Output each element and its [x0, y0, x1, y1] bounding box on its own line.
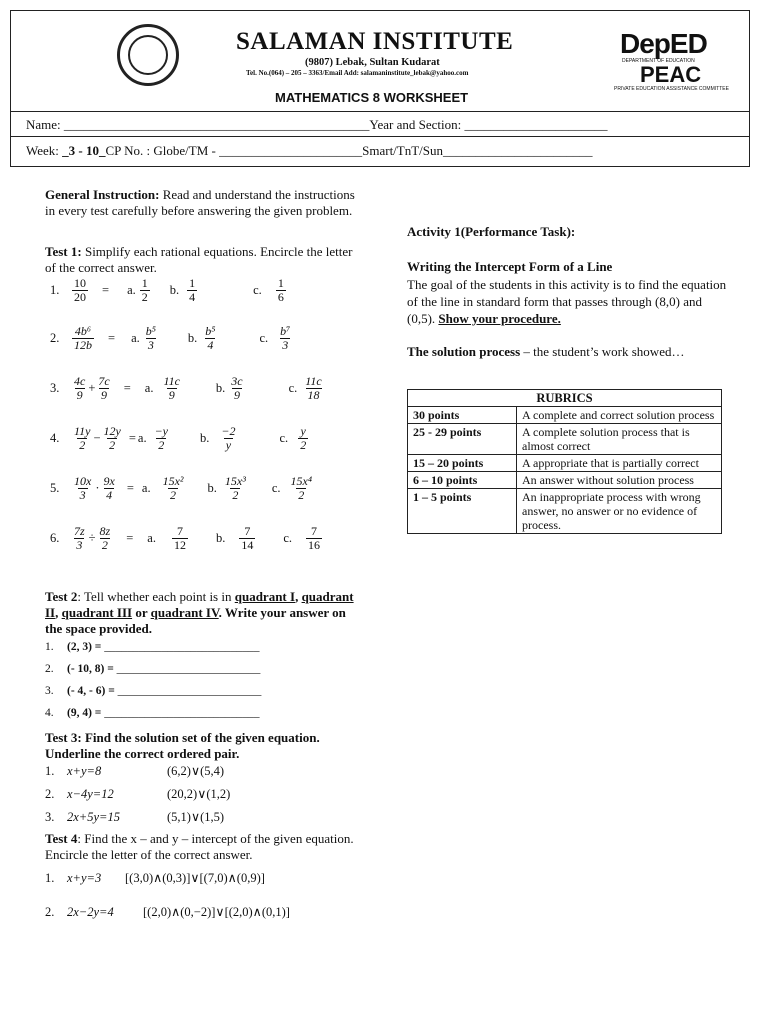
choice-a[interactable]: a. [131, 331, 140, 345]
table-row: 15 – 20 points A appropriate that is partially correct [408, 455, 722, 472]
list-item: 3. 2x+5y=15 (5,1)∨(1,5) [45, 810, 225, 824]
school-seal-icon [117, 24, 179, 86]
divider [10, 111, 750, 112]
choice-c[interactable]: c. [271, 481, 281, 495]
deped-sub: DEPARTMENT OF EDUCATION [622, 58, 695, 64]
test1-q1: 1. $\frac{10}{20}$ = a. $\frac{1}{2}$ b. $\frac{1}{4}$ c. $\frac{1}{6}$ [50, 276, 284, 304]
choice-b[interactable]: b. [207, 481, 217, 495]
choice-b[interactable]: b. [187, 331, 198, 345]
choice-a[interactable]: a. [144, 381, 154, 395]
choice-pair[interactable]: [(2,0)∧(0,−2)]∨[(2,0)∧(0,1)] [143, 905, 290, 919]
cp-globe-field[interactable]: ______________________ [219, 143, 363, 158]
activity-title: Activity 1(Performance Task): [407, 224, 576, 239]
school-contact: Tel. No.(064) – 205 – 3363/Email Add: salamaninstitute_lebak@yahoo.com [246, 69, 469, 77]
test2-instruction: Test 2: Tell whether each point is in quadrant I, quadrant II, quadrant III or quadrant IV. Write your answer on the space provided. [45, 589, 354, 636]
choice-pair[interactable]: (20,2)∨(1,2) [167, 787, 231, 801]
answer-field[interactable]: _________________________ [116, 663, 261, 675]
choice-a[interactable]: a. [137, 431, 147, 445]
list-item: 3. (- 4, - 6) = _________________________ [45, 685, 262, 697]
choice-pair[interactable]: (5,1)∨(1,5) [167, 810, 225, 824]
choice-a[interactable]: a. [141, 481, 151, 495]
choice-b[interactable]: b. [215, 531, 226, 545]
test4-item-2: 2. 2x−2y=4 [(2,0)∧(0,−2)]∨[(2,0)∧(0,1)] [45, 905, 290, 919]
choice-c[interactable]: c. [283, 531, 293, 545]
name-field[interactable]: _______________________________________________ [63, 117, 370, 132]
choice-a[interactable]: a. [147, 531, 156, 545]
choice-b[interactable]: b. [215, 381, 226, 395]
worksheet-title: MATHEMATICS 8 WORKSHEET [275, 90, 469, 105]
peac-logo-icon: PEAC [640, 62, 702, 87]
table-row: 6 – 10 points An answer without solution process [408, 472, 722, 489]
table-row: 1 – 5 points An inappropriate process with wrong answer, no answer or no evidence of process. [408, 489, 722, 534]
test1-q5: 5. $\frac{10x}{3}$ · $\frac{9x}{4}$ = a. $\frac{\text{15x²}}{2}$ b. $\frac{\text{15x³}}{2}$ c. $\frac{\text{15x⁴}}{2}$ [50, 474, 313, 502]
cp-label: CP No. : Globe/TM - [105, 143, 216, 158]
table-row: 30 points A complete and correct solution process [408, 407, 722, 424]
choice-pair[interactable]: (6,2)∨(5,4) [167, 764, 225, 778]
week-row [26, 143, 593, 159]
choice-pair[interactable]: [(3,0)∧(0,3)]∨[(7,0)∧(0,9)] [125, 871, 265, 885]
year-section-field[interactable]: ______________________ [464, 117, 608, 132]
list-item: 2. x−4y=12 (20,2)∨(1,2) [45, 787, 231, 801]
activity-subtitle: Writing the Intercept Form of a Line [407, 259, 613, 274]
choice-c[interactable]: c. [253, 283, 262, 297]
test4-instruction: Test 4: Find the x – and y – intercept of the given equation. Encircle the letter of the correct answer. [45, 831, 354, 862]
school-address: (9807) Lebak, Sultan Kudarat [305, 57, 440, 68]
deped-logo-icon: DepED [620, 28, 707, 59]
activity-text: The goal of the students in this activity is to find the equation of the line in standard form that passes through (8,0) and (0,5). Show your procedure. [407, 277, 727, 326]
choice-b[interactable]: b. [169, 283, 180, 297]
test3-instruction: Test 3: Find the solution set of the given equation. Underline the correct ordered pair. [45, 730, 320, 761]
peac-sub: PRIVATE EDUCATION ASSISTANCE COMMITTEE [614, 86, 729, 92]
list-item: 1. x+y=8 (6,2)∨(5,4) [45, 764, 225, 778]
table-row: 25 - 29 points A complete solution process that is almost correct [408, 424, 722, 455]
rubrics-title: RUBRICS [408, 390, 722, 407]
smart-label: Smart/TnT/Sun [362, 143, 444, 158]
test1-q2: 2. $\frac{\text{4b⁶}}{12b}$ = a. $\frac{\text{b⁵}}{3}$ b. $\frac{\text{b⁵}}{4}$ c. $\frac{\text{b⁷}}{3}$ [50, 324, 291, 352]
choice-c[interactable]: c. [259, 331, 269, 345]
week-value[interactable]: _3 - 10_ [62, 143, 106, 158]
week-label: Week: [26, 143, 59, 158]
answer-field[interactable]: ___________________________ [104, 707, 260, 719]
name-label: Name: [26, 117, 61, 132]
list-item: 4. (9, 4) = ___________________________ [45, 707, 260, 719]
school-name: SALAMAN INSTITUTE [236, 28, 514, 55]
test1-q6: 6. $\frac{7z}{3}$ ÷ $\frac{8z}{2}$ = a. $\frac{7}{12}$ b. $\frac{7}{14}$ c. $\frac{7}{16}$ [50, 524, 321, 552]
choice-b[interactable]: b. [200, 431, 210, 445]
test1-q4: 4. $\frac{11y}{2}$ − $\frac{12y}{2}$ = a. $\frac{-y}{2}$ b. $\frac{-2}{y}$ c. $\frac{y}{2}$ [50, 424, 307, 452]
answer-field[interactable]: ___________________________ [104, 641, 260, 653]
list-item: 1. (2, 3) = ___________________________ [45, 641, 260, 653]
test4-item-1: 1. x+y=3 [(3,0)∧(0,3)]∨[(7,0)∧(0,9)] [45, 871, 265, 885]
rubrics-table [407, 389, 722, 534]
general-instruction: General Instruction: Read and understand the instructions in every test carefully before answering the given problem. [45, 187, 355, 218]
choice-a[interactable]: a. [127, 283, 136, 297]
list-item: 2. (- 10, 8) = _________________________ [45, 663, 261, 675]
choice-c[interactable]: c. [279, 431, 289, 445]
name-row [26, 117, 608, 133]
test2-items [45, 636, 261, 724]
year-section-label: Year and Section: [369, 117, 462, 132]
answer-field[interactable]: _________________________ [117, 685, 262, 697]
solution-process: The solution process – the student’s work showed… [407, 344, 685, 359]
test1-q3: 3. $\frac{4c}{9}$ + $\frac{7c}{9}$ = a. $\frac{11c}{9}$ b. $\frac{3c}{9}$ c. $\frac{11c}{18}$ [50, 374, 322, 402]
test1-instruction: Test 1: Simplify each rational equations. Encircle the letter of the correct answer. [45, 244, 353, 275]
test3-items [45, 760, 230, 829]
divider [10, 136, 750, 137]
cp-smart-field[interactable]: _______________________ [443, 143, 593, 158]
choice-c[interactable]: c. [288, 381, 298, 395]
